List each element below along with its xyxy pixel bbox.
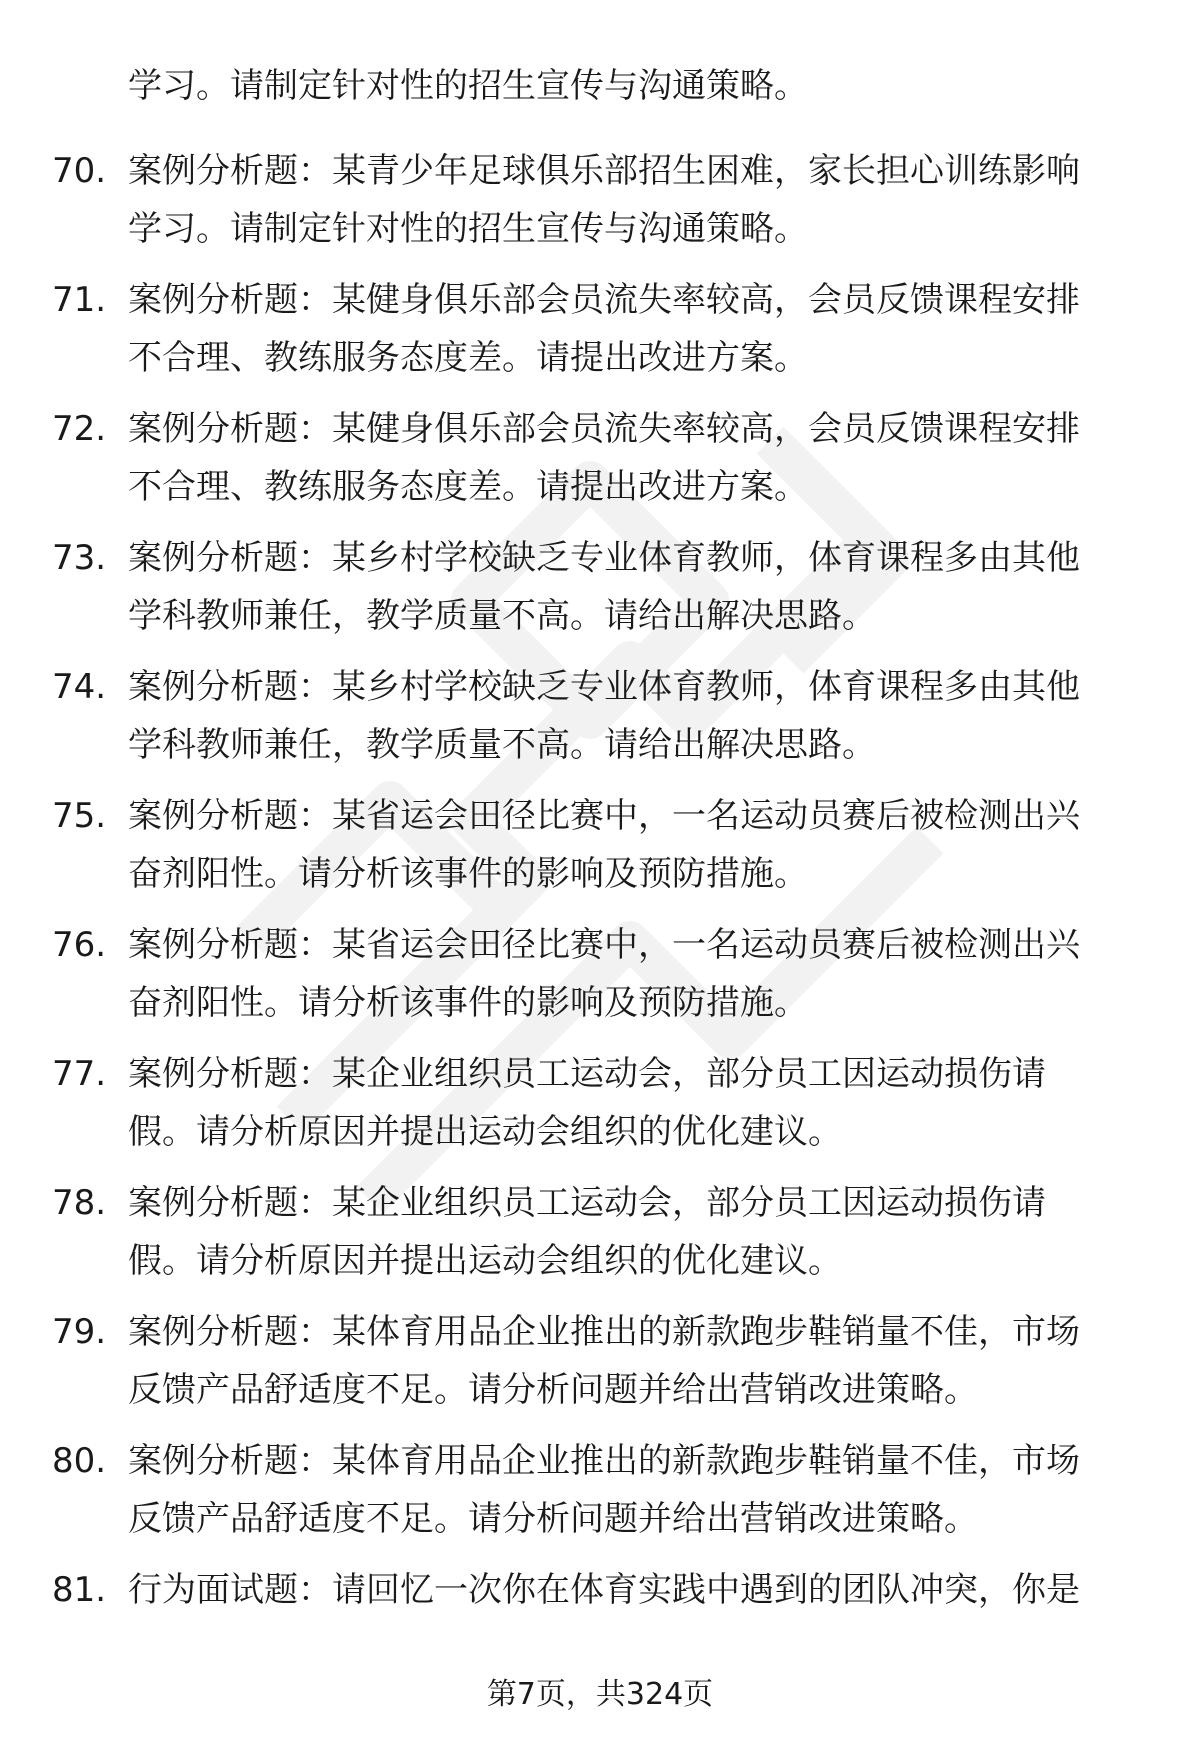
question-number: 81. bbox=[52, 1570, 107, 1610]
question-text bbox=[128, 271, 1138, 387]
question-item bbox=[0, 1045, 1200, 1174]
question-line: 假。请分析原因并提出运动会组织的优化建议。 bbox=[128, 1112, 842, 1152]
question-line: 案例分析题：某体育用品企业推出的新款跑步鞋销量不佳，市场 bbox=[128, 1312, 1080, 1352]
question-line: 案例分析题：某乡村学校缺乏专业体育教师，体育课程多由其他 bbox=[128, 538, 1080, 578]
question-list bbox=[0, 142, 1200, 1690]
question-item bbox=[0, 271, 1200, 400]
question-line: 行为面试题：请回忆一次你在体育实践中遇到的团队冲突，你是 bbox=[128, 1570, 1080, 1610]
question-line: 反馈产品舒适度不足。请分析问题并给出营销改进策略。 bbox=[128, 1499, 978, 1539]
question-text bbox=[128, 916, 1138, 1032]
question-number: 78. bbox=[52, 1183, 107, 1223]
question-item bbox=[0, 916, 1200, 1045]
question-line: 学科教师兼任，教学质量不高。请给出解决思路。 bbox=[128, 596, 876, 636]
question-number: 79. bbox=[52, 1312, 107, 1352]
question-text bbox=[128, 529, 1138, 645]
question-line: 奋剂阳性。请分析该事件的影响及预防措施。 bbox=[128, 854, 808, 894]
question-line: 不合理、教练服务态度差。请提出改进方案。 bbox=[128, 338, 808, 378]
question-number: 77. bbox=[52, 1054, 107, 1094]
question-number: 70. bbox=[52, 151, 107, 191]
question-number: 80. bbox=[52, 1441, 107, 1481]
question-line: 案例分析题：某乡村学校缺乏专业体育教师，体育课程多由其他 bbox=[128, 667, 1080, 707]
question-text bbox=[128, 400, 1138, 516]
question-item bbox=[0, 1432, 1200, 1561]
question-text bbox=[128, 1432, 1138, 1548]
question-line: 案例分析题：某企业组织员工运动会，部分员工因运动损伤请 bbox=[128, 1183, 1046, 1223]
question-line: 学习。请制定针对性的招生宣传与沟通策略。 bbox=[128, 209, 808, 249]
question-line: 学科教师兼任，教学质量不高。请给出解决思路。 bbox=[128, 725, 876, 765]
question-item bbox=[0, 1561, 1200, 1690]
question-text bbox=[128, 142, 1138, 258]
question-item bbox=[0, 529, 1200, 658]
question-item bbox=[0, 1303, 1200, 1432]
question-text bbox=[128, 1045, 1138, 1161]
question-item bbox=[0, 1174, 1200, 1303]
question-text bbox=[128, 787, 1138, 903]
question-line: 反馈产品舒适度不足。请分析问题并给出营销改进策略。 bbox=[128, 1370, 978, 1410]
question-line: 案例分析题：某健身俱乐部会员流失率较高，会员反馈课程安排 bbox=[128, 280, 1080, 320]
question-text bbox=[128, 1303, 1138, 1419]
question-line: 假。请分析原因并提出运动会组织的优化建议。 bbox=[128, 1241, 842, 1281]
question-line: 案例分析题：某健身俱乐部会员流失率较高，会员反馈课程安排 bbox=[128, 409, 1080, 449]
question-text bbox=[128, 1561, 1138, 1619]
question-number: 75. bbox=[52, 796, 107, 836]
question-number: 74. bbox=[52, 667, 107, 707]
question-text bbox=[128, 658, 1138, 774]
question-item bbox=[0, 400, 1200, 529]
question-number: 73. bbox=[52, 538, 107, 578]
question-line: 案例分析题：某青少年足球俱乐部招生困难，家长担心训练影响 bbox=[128, 151, 1080, 191]
question-line: 案例分析题：某省运会田径比赛中，一名运动员赛后被检测出兴 bbox=[128, 796, 1080, 836]
question-line: 案例分析题：某省运会田径比赛中，一名运动员赛后被检测出兴 bbox=[128, 925, 1080, 965]
question-text bbox=[128, 1174, 1138, 1290]
question-number: 76. bbox=[52, 925, 107, 965]
question-number: 71. bbox=[52, 280, 107, 320]
question-number: 72. bbox=[52, 409, 107, 449]
question-line: 案例分析题：某体育用品企业推出的新款跑步鞋销量不佳，市场 bbox=[128, 1441, 1080, 1481]
question-line: 奋剂阳性。请分析该事件的影响及预防措施。 bbox=[128, 983, 808, 1023]
question-item bbox=[0, 787, 1200, 916]
page-footer: 第7页，共324页 bbox=[486, 1677, 714, 1712]
question-item bbox=[0, 142, 1200, 271]
question-line: 不合理、教练服务态度差。请提出改进方案。 bbox=[128, 467, 808, 507]
question-item bbox=[0, 658, 1200, 787]
continuation-text: 学习。请制定针对性的招生宣传与沟通策略。 bbox=[128, 66, 808, 106]
question-line: 案例分析题：某企业组织员工运动会，部分员工因运动损伤请 bbox=[128, 1054, 1046, 1094]
